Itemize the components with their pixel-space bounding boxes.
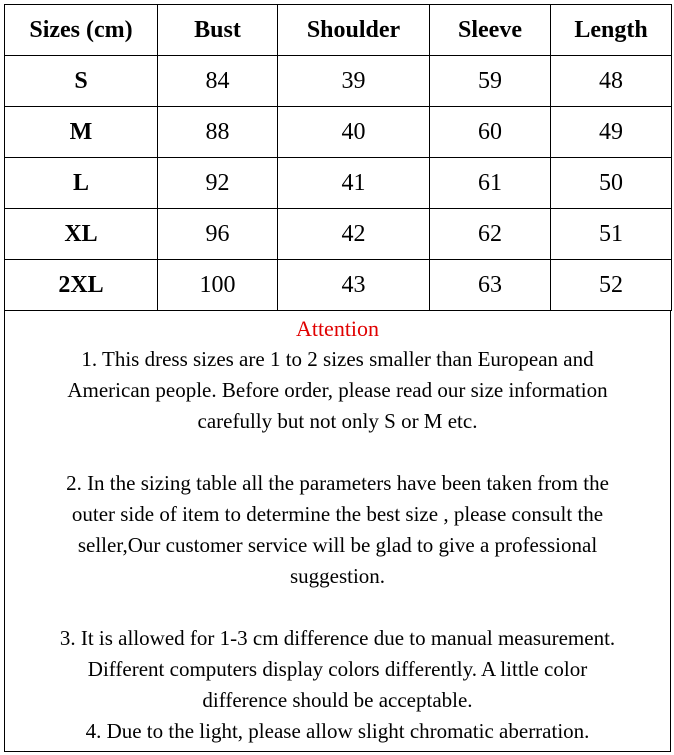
paragraph-gap xyxy=(5,592,670,623)
note-3-line: difference should be acceptable. xyxy=(202,688,473,712)
length-value: 52 xyxy=(551,260,672,311)
note-1-line: American people. Before order, please read our size information xyxy=(67,378,608,402)
paragraph-gap xyxy=(5,437,670,468)
table-header-row xyxy=(5,5,672,56)
note-2-line: 2. In the sizing table all the parameters have been taken from the xyxy=(66,471,609,495)
sleeve-value: 62 xyxy=(430,209,551,260)
size-label: XL xyxy=(5,209,158,260)
size-label: M xyxy=(5,107,158,158)
length-value: 50 xyxy=(551,158,672,209)
note-3-line: 3. It is allowed for 1-3 cm difference due to manual measurement. xyxy=(59,626,616,650)
length-value: 48 xyxy=(551,56,672,107)
table-row xyxy=(5,158,672,209)
shoulder-value: 40 xyxy=(278,107,430,158)
attention-title: Attention xyxy=(295,316,380,341)
shoulder-value: 43 xyxy=(278,260,430,311)
shoulder-value: 42 xyxy=(278,209,430,260)
note-2-line: seller,Our customer service will be glad to give a professional xyxy=(77,533,598,557)
note-2-line: suggestion. xyxy=(289,564,386,588)
bust-value: 96 xyxy=(158,209,278,260)
sleeve-value: 61 xyxy=(430,158,551,209)
note-4-line: 4. Due to the light, please allow slight chromatic aberration. xyxy=(85,719,590,743)
sleeve-value: 59 xyxy=(430,56,551,107)
bust-value: 92 xyxy=(158,158,278,209)
size-table xyxy=(4,4,672,311)
header-shoulder: Shoulder xyxy=(278,5,430,56)
sleeve-value: 60 xyxy=(430,107,551,158)
bust-value: 88 xyxy=(158,107,278,158)
header-sleeve: Sleeve xyxy=(430,5,551,56)
attention-notes xyxy=(4,310,671,752)
size-label: 2XL xyxy=(5,260,158,311)
sleeve-value: 63 xyxy=(430,260,551,311)
size-label: L xyxy=(5,158,158,209)
bust-value: 100 xyxy=(158,260,278,311)
note-1-line: 1. This dress sizes are 1 to 2 sizes smaller than European and xyxy=(81,347,594,371)
shoulder-value: 39 xyxy=(278,56,430,107)
table-row xyxy=(5,260,672,311)
note-2-line: outer side of item to determine the best size , please consult the xyxy=(71,502,604,526)
table-row xyxy=(5,56,672,107)
bust-value: 84 xyxy=(158,56,278,107)
header-length: Length xyxy=(551,5,672,56)
length-value: 51 xyxy=(551,209,672,260)
length-value: 49 xyxy=(551,107,672,158)
size-label: S xyxy=(5,56,158,107)
table-row xyxy=(5,209,672,260)
table-row xyxy=(5,107,672,158)
note-3-line: Different computers display colors differently. A little color xyxy=(87,657,588,681)
header-bust: Bust xyxy=(158,5,278,56)
shoulder-value: 41 xyxy=(278,158,430,209)
note-1-line: carefully but not only S or M etc. xyxy=(197,409,478,433)
header-sizes: Sizes (cm) xyxy=(5,5,158,56)
